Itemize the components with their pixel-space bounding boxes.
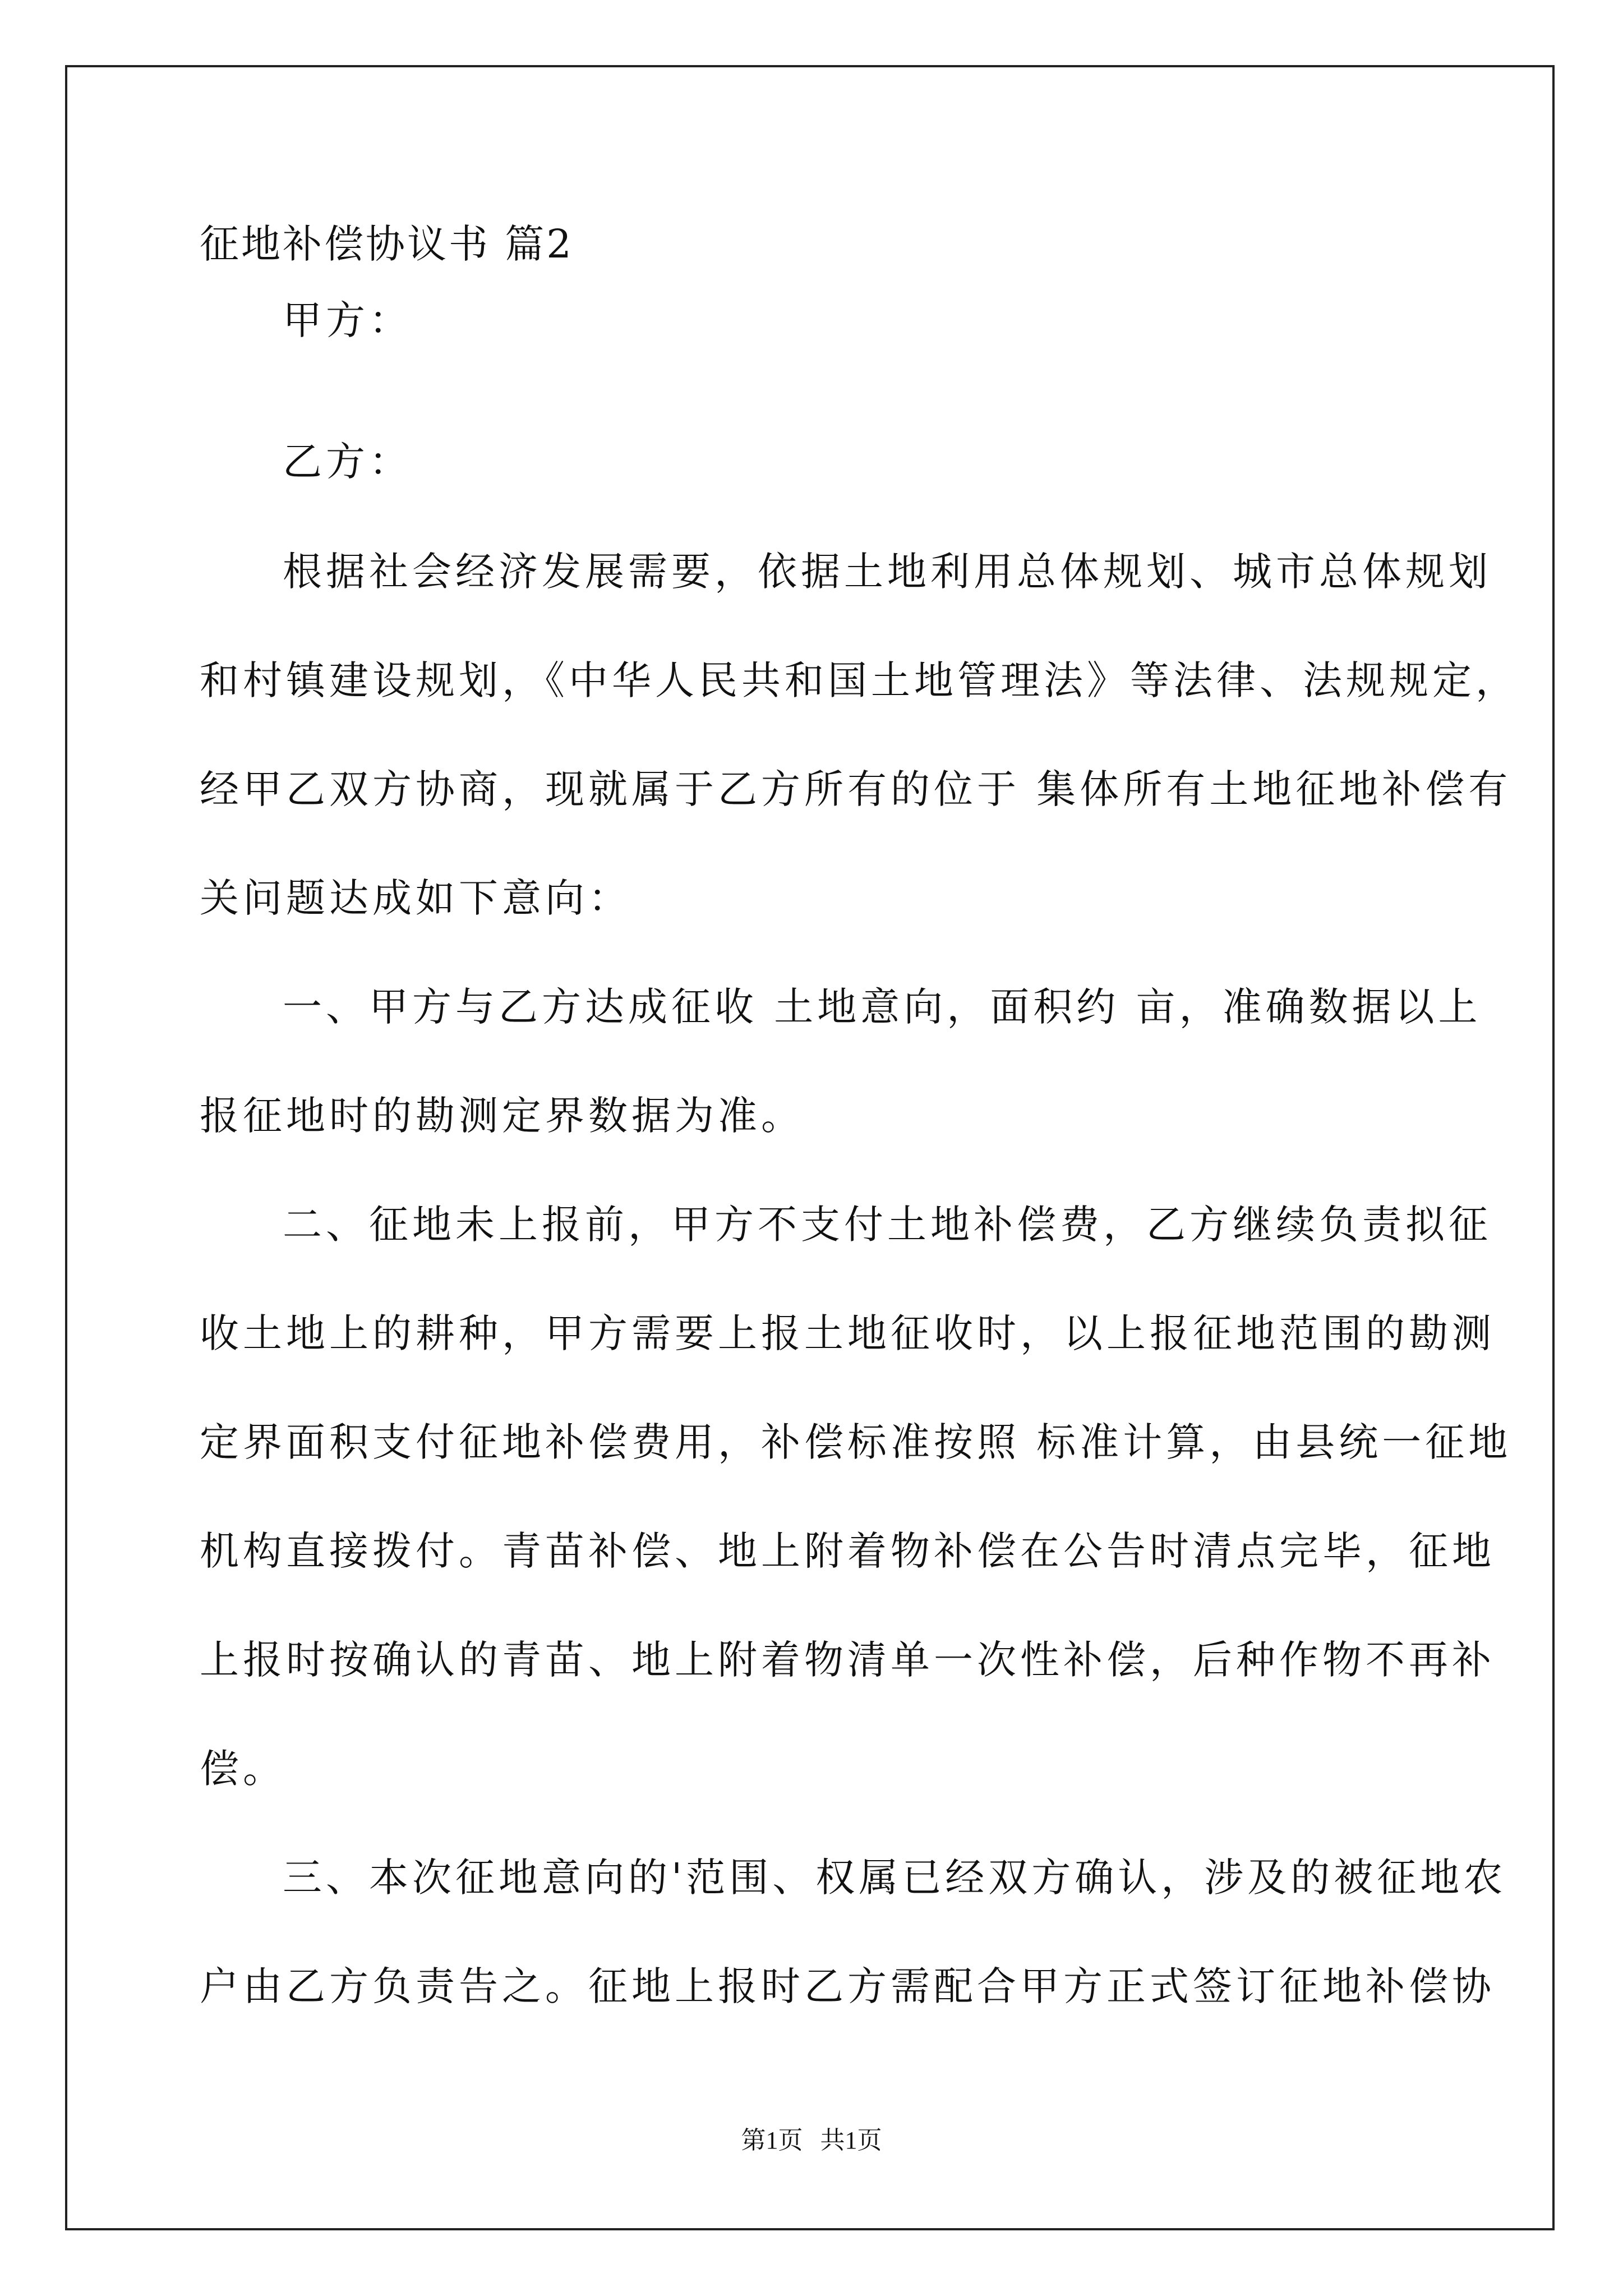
page-border — [65, 65, 1555, 2230]
party-a-line: 甲方： — [283, 297, 412, 343]
paragraph-line: 经甲乙双方协商，现就属于乙方所有的位于 集体所有土地征地补偿有 — [200, 766, 1512, 812]
paragraph-line: 根据社会经济发展需要，依据土地利用总体规划、城市总体规划 — [283, 549, 1492, 595]
page-number-total: 共1页 — [820, 2127, 882, 2154]
paragraph-line: 二、征地未上报前，甲方不支付土地补偿费，乙方继续负责拟征 — [283, 1202, 1492, 1248]
paragraph-line: 报征地时的勘测定界数据为准。 — [200, 1093, 804, 1139]
paragraph-line: 三、本次征地意向的'范围、权属已经双方确认，涉及的被征地农 — [283, 1855, 1507, 1901]
paragraph-line: 上报时按确认的青苗、地上附着物清单一次性补偿，后种作物不再补 — [200, 1637, 1495, 1683]
paragraph-line: 一、甲方与乙方达成征收 土地意向，面积约 亩，准确数据以上 — [283, 984, 1482, 1030]
paragraph-line: 偿。 — [200, 1746, 286, 1792]
paragraph-line: 定界面积支付征地补偿费用，补偿标准按照 标准计算，由县统一征地 — [200, 1419, 1512, 1465]
paragraph-line: 和村镇建设规划，《中华人民共和国土地管理法》等法律、法规规定， — [200, 657, 1519, 703]
paragraph-line: 机构直接拨付。青苗补偿、地上附着物补偿在公告时清点完毕，征地 — [200, 1528, 1495, 1574]
document-title: 征地补偿协议书 篇2 — [200, 221, 574, 267]
paragraph-line: 收土地上的耕种，甲方需要上报土地征收时，以上报征地范围的勘测 — [200, 1310, 1495, 1356]
party-b-line: 乙方： — [283, 439, 412, 485]
page-number-current: 第1页 — [741, 2127, 803, 2154]
paragraph-line: 户由乙方负责告之。征地上报时乙方需配合甲方正式签订征地补偿协 — [200, 1963, 1495, 2009]
page-footer — [0, 2125, 1623, 2156]
paragraph-line: 关问题达成如下意向： — [200, 875, 631, 921]
